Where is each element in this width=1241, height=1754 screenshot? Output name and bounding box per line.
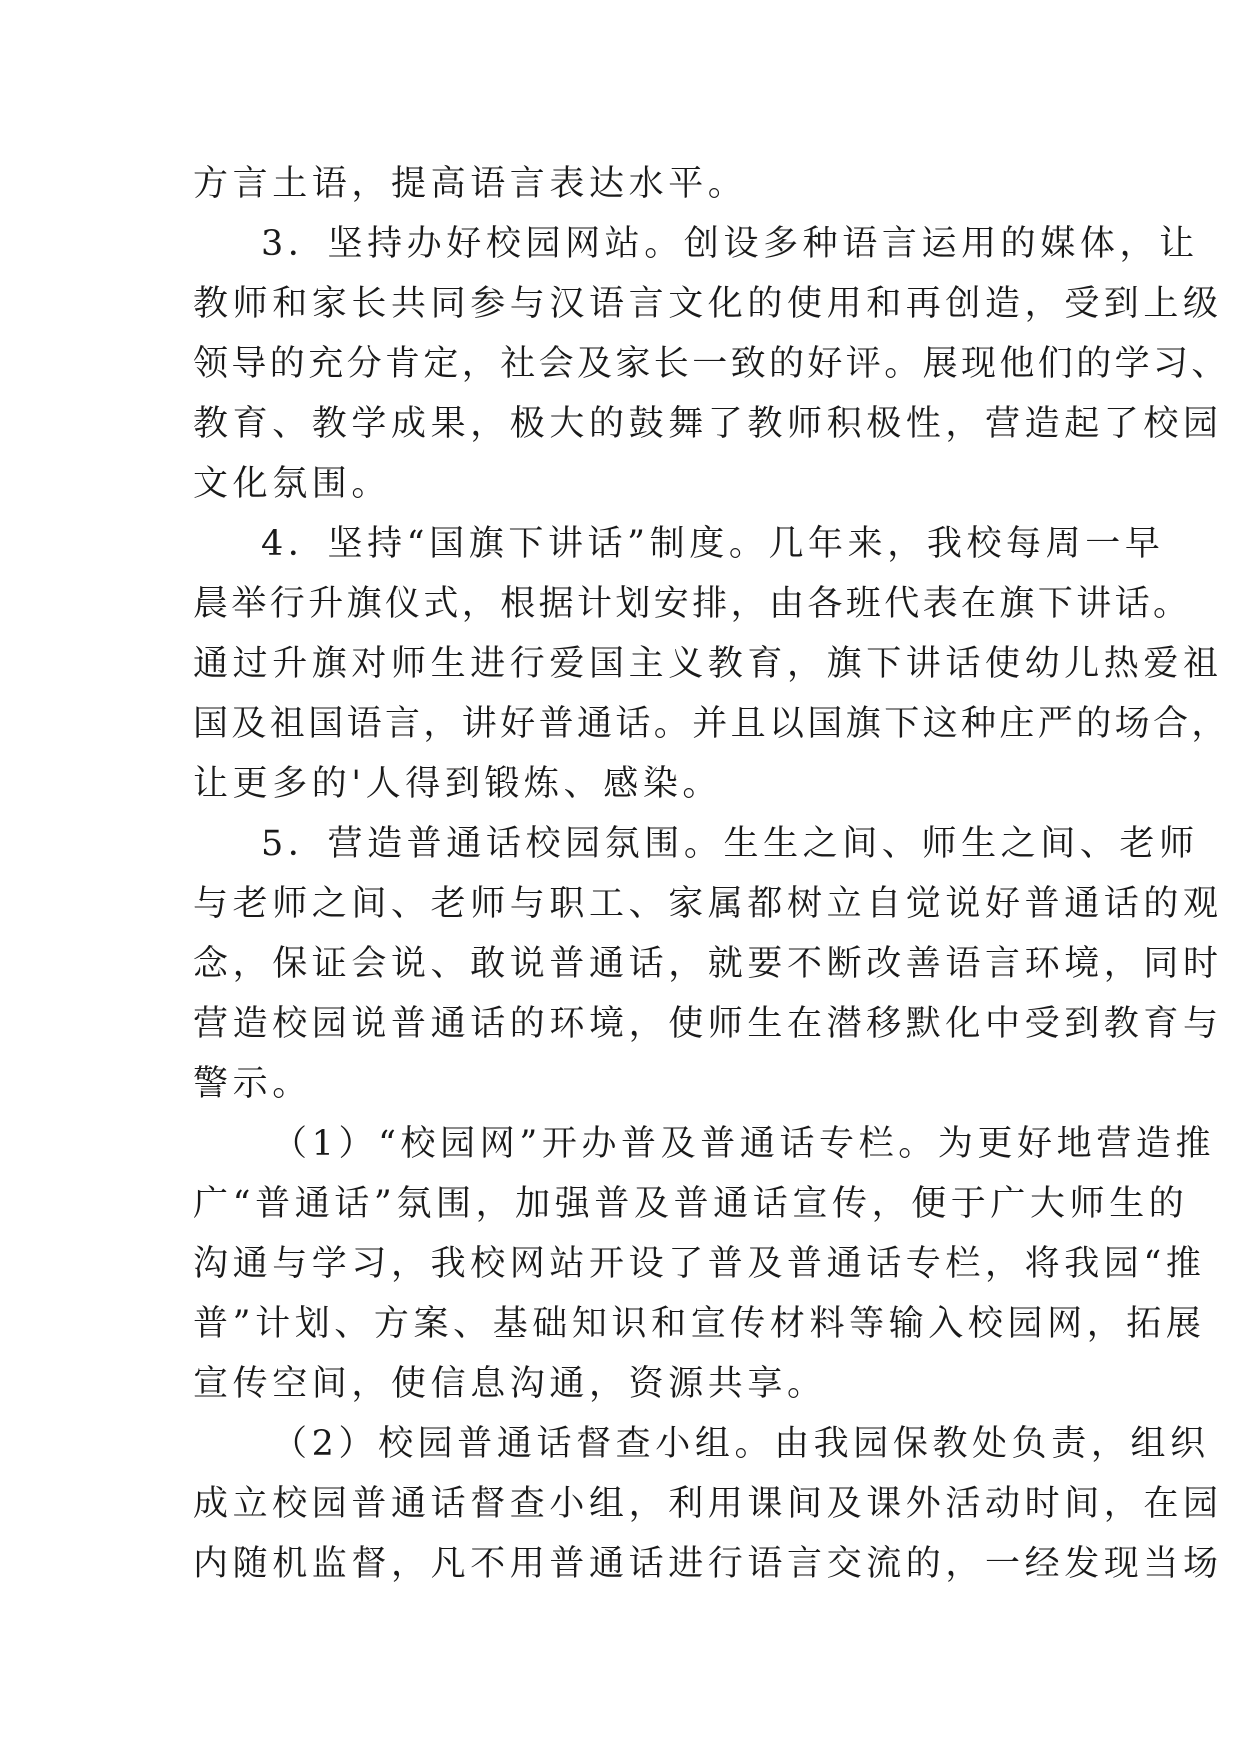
text-line: 文化氛围。 — [193, 464, 392, 504]
subparagraph-1-start: （1）“校园网”开办普及普通话专栏。为更好地营造推 — [272, 1124, 1216, 1164]
text-line: 教育、教学成果，极大的鼓舞了教师积极性，营造起了校园 — [193, 404, 1223, 444]
text-line: 晨举行升旗仪式，根据计划安排，由各班代表在旗下讲话。 — [193, 584, 1192, 624]
text-line: 国及祖国语言，讲好普通话。并且以国旗下这种庄严的场合， — [193, 704, 1230, 744]
paragraph-4-start: 4．坚持“国旗下讲话”制度。几年来，我校每周一早 — [261, 524, 1165, 564]
text-line: 领导的充分肯定，社会及家长一致的好评。展现他们的学习、 — [193, 344, 1230, 384]
text-line: 教师和家长共同参与汉语言文化的使用和再创造，受到上级 — [193, 284, 1223, 324]
text-line: 内随机监督，凡不用普通话进行语言交流的，一经发现当场 — [193, 1544, 1223, 1584]
text-line: 警示。 — [193, 1064, 312, 1104]
text-line: 通过升旗对师生进行爱国主义教育，旗下讲话使幼儿热爱祖 — [193, 644, 1223, 684]
text-line: 念，保证会说、敢说普通话，就要不断改善语言环境，同时 — [193, 944, 1223, 984]
text-line: 普”计划、方案、基础知识和宣传材料等输入校园网，拓展 — [193, 1304, 1206, 1344]
text-line: 广“普通话”氛围，加强普及普通话宣传，便于广大师生的 — [193, 1184, 1189, 1224]
text-line: 宣传空间，使信息沟通，资源共享。 — [193, 1364, 827, 1404]
paragraph-5-start: 5．营造普通话校园氛围。生生之间、师生之间、老师 — [261, 824, 1199, 864]
text-line: 营造校园说普通话的环境，使师生在潜移默化中受到教育与 — [193, 1004, 1223, 1044]
paragraph-3-start: 3．坚持办好校园网站。创设多种语言运用的媒体，让 — [261, 224, 1199, 264]
text-line: 与老师之间、老师与职工、家属都树立自觉说好普通话的观 — [193, 884, 1223, 924]
text-line: 让更多的'人得到锻炼、感染。 — [193, 764, 723, 804]
subparagraph-2-start: （2）校园普通话督查小组。由我园保教处负责，组织 — [272, 1424, 1210, 1464]
text-line: 方言土语，提高语言表达水平。 — [193, 164, 748, 204]
text-line: 沟通与学习，我校网站开设了普及普通话专栏，将我园“推 — [193, 1244, 1206, 1284]
text-line: 成立校园普通话督查小组，利用课间及课外活动时间，在园 — [193, 1484, 1223, 1524]
